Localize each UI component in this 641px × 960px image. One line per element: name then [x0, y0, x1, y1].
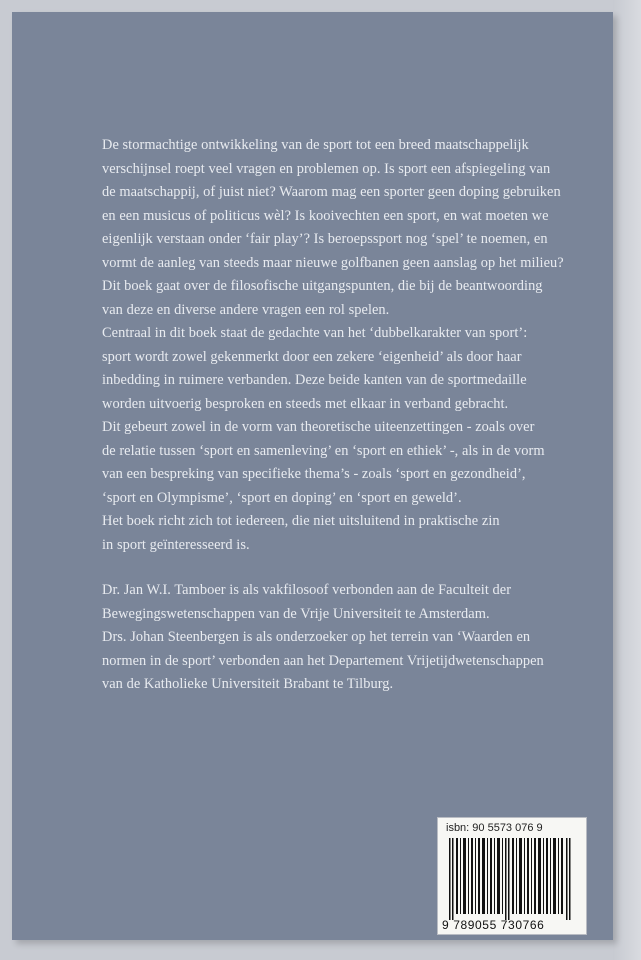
- text-line: verschijnsel roept veel vragen en problemen op. Is sport een afspiegeling van: [102, 160, 551, 177]
- text-line: Dr. Jan W.I. Tamboer is als vakfilosoof verbonden aan de Faculteit der: [102, 582, 512, 598]
- isbn-label: isbn: 90 5573 076 9: [446, 822, 543, 834]
- barcode-number: 9 789055 730766: [442, 918, 545, 932]
- text-line: van een bespreking van specifieke thema’s - zoals ‘sport en gezondheid’,: [102, 466, 526, 482]
- text-line: Dit boek gaat over de filosofische uitgangspunten, die bij de beantwoording: [102, 278, 543, 294]
- isbn-barcode-box: [437, 817, 587, 935]
- paragraph-gap: [102, 557, 602, 579]
- text-line: worden uitvoerig besproken en steeds met elkaar in verband gebracht.: [102, 395, 509, 412]
- text-line: van de Katholieke Universiteit Brabant te Tilburg.: [102, 676, 394, 692]
- text-line: Drs. Johan Steenbergen is als onderzoeker op het terrein van ‘Waarden en: [102, 629, 531, 645]
- text-line: de relatie tussen ‘sport en samenleving’ en ‘sport en ethiek’ -, als in de vorm: [102, 442, 545, 459]
- text-line: ‘sport en Olympisme’, ‘sport en doping’ en ‘sport en geweld’.: [102, 489, 462, 506]
- background-edge: [613, 0, 641, 960]
- text-line: eigenlijk verstaan onder ‘fair play’? Is beroepssport nog ‘spel’ te noemen, en: [102, 231, 548, 247]
- text-line: van deze en diverse andere vragen een rol spelen.: [102, 301, 390, 318]
- text-line: vormt de aanleg van steeds maar nieuwe golfbanen geen aanslag op het milieu?: [102, 254, 564, 271]
- text-line: en een musicus of politicus wèl? Is kooivechten een sport, en wat moeten we: [102, 207, 549, 224]
- text-line: in sport geïnteresseerd is.: [102, 536, 250, 553]
- text-line: inbedding in ruimere verbanden. Deze beide kanten van de sportmedaille: [102, 372, 527, 388]
- text-line: Het boek richt zich tot iedereen, die niet uitsluitend in praktische zin: [102, 513, 500, 529]
- text-line: sport wordt zowel gekenmerkt door een zekere ‘eigenheid’ als door haar: [102, 348, 522, 365]
- description-paragraph: [102, 134, 602, 557]
- text-line: de maatschappij, of juist niet? Waarom mag een sporter geen doping gebruiken: [102, 184, 561, 200]
- back-cover: [12, 12, 613, 940]
- author-paragraph: [102, 579, 602, 697]
- barcode-graphic: [445, 838, 577, 920]
- text-line: Dit gebeurt zowel in de vorm van theoretische uiteenzettingen - zoals over: [102, 419, 535, 435]
- text-line: Bewegingswetenschappen van de Vrije Universiteit te Amsterdam.: [102, 605, 490, 622]
- text-line: De stormachtige ontwikkeling van de sport tot een breed maatschappelijk: [102, 137, 529, 153]
- text-line: Centraal in dit boek staat de gedachte van het ‘dubbelkarakter van sport’:: [102, 325, 528, 341]
- blurb-text: [102, 134, 602, 697]
- text-line: normen in de sport’ verbonden aan het Departement Vrijetijdwetenschappen: [102, 652, 544, 669]
